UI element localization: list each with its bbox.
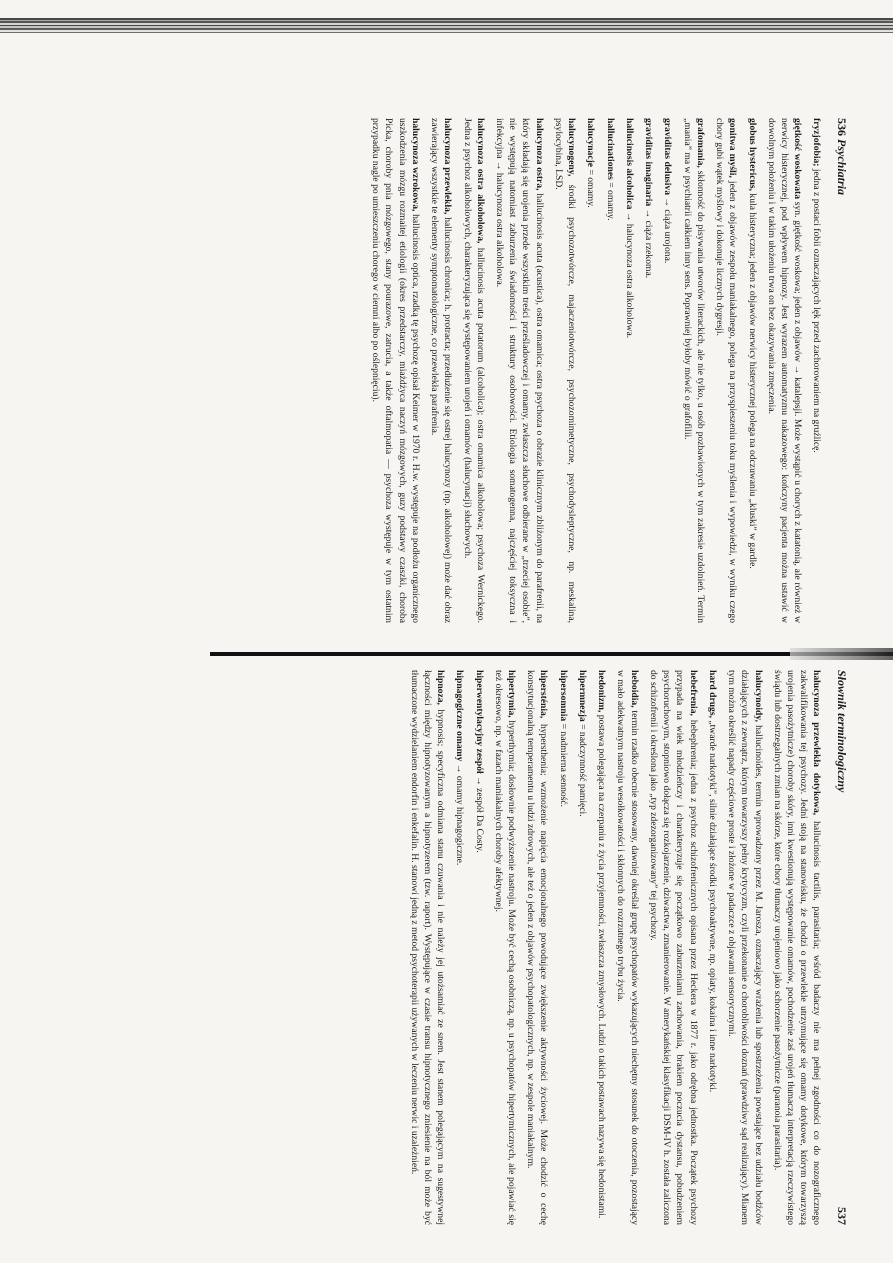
entry-term: hebefrenia, <box>687 670 699 716</box>
entry-definition: hallucinosis tactilis, parasitaria; wśród badaczy nie ma pełnej zgodności co do nozograficznego zakwalifikowania tej psychozy. Jedni stoją na stanowisku, że chodzi o przewlekle utrzymujące się omamy dotykowe, którym towarzyszą urojenia pasożytnicze) choroby skóry, inni kwestionują występowanie omamów, pochodzenie zaś urojeń tłumaczą interpretacją rzeczywistego świądu lub dostrzegalnych zmian na skórze, które chory tłumaczy urojeniowo jako schorzenie pasożytnicze (paranoia parasitaria). <box>771 670 823 1225</box>
dictionary-entry <box>623 118 636 623</box>
dictionary-entry <box>369 118 422 623</box>
dictionary-entry <box>771 670 824 1225</box>
page-number: 537 <box>835 1207 849 1225</box>
entry-definition: hallucinosis chronica; h. protracta; przedłużenie się ostrej halucynozy (np. alkoholowej) może dać obraz zawierający wszystkie te elementy symptomatologiczne, co przewlekła parafrenia. <box>429 118 454 623</box>
dictionary-entry <box>680 118 706 623</box>
entry-definition: hebephrenia; jedna z psychoz schizofrenicznych opisana przez Heckera w 1877 r. jako odrębna jednostka. Początek psychozy przypada na wiek młodzieńczy i charakteryzuje się początkowo zaburzeniami zachowania, brakiem poczucia dystansu, pobudzeniem psychoruchowym, stopniowo dołącza się rozkojarzenie, dziwactwa, zmanierowanie. W amerykańskiej klasyfikacji DSM-IV h. została zaliczona do schizofrenii i określona jako „typ zdezorganizowany” tej psychozy. <box>647 670 699 1225</box>
entry-definition: hallucinosis acuta (acustica), ostra omamica; ostra psychoza o obrazie klinicznym zbliżonym do parafrenii, na który składają się urojenia przede wszystkim treści prześladowczej i omamy, zwłaszcza słuchowe odbierane w „trzeciej osobie”, nie występują natomiast zaburzenia świadomości i struktury osobowości. Etiologia somatogenna, najczęściej toksyczna i infekcyjna → halucynoza ostra alkoholowa. <box>494 118 545 623</box>
entry-term: hipertymia, <box>506 670 517 718</box>
running-head-536 <box>833 118 850 623</box>
dictionary-entry <box>556 670 569 1225</box>
entry-term: halucynacje <box>585 118 597 168</box>
dictionary-entry <box>493 118 546 623</box>
entry-term: hipnoza, <box>435 670 447 705</box>
dictionary-entry <box>614 670 640 1225</box>
entry-definition: hyperthymia; dosłownie podwyższenie nastroju. Może być cechą osobniczą, np. u psychopatów hipertymicznych, ale pojawiać się też okresowo, np. w fazach maniakalnych choroby afektywnej. <box>492 670 517 1225</box>
entry-term: globus hystericus, <box>746 118 758 192</box>
entry-definition: skłonność do pisywania utworów literackich, ale nie tylko, u osób pozbawionych w tym zakresie uzdolnień. Termin „mania” ma w psychiatrii całkiem inny sens. Poprawniej byłoby mówić o grafofilii. <box>681 118 706 623</box>
entry-definition: jeden z objawów zespołu maniakalnego, polega na przyspieszeniu toku myślenia i wypowiedzi, w wyniku czego chory gubi wątek myślowy i dokonuje licznych dygresji. <box>714 118 739 623</box>
dictionary-entry <box>453 670 466 1225</box>
dictionary-entry <box>603 118 616 623</box>
entry-term: giętkość woskowata <box>792 118 804 200</box>
entry-definition: termin rzadko obecnie stosowany, dawniej określał grupę psychopatów wykazujących niechętny stosunek do otoczenia, pozostający w mało adekwatnym nastroju wesołkowatości i skłonnych do rozrzutnego trybu życia. <box>615 670 640 1225</box>
dictionary-entry <box>472 670 485 1225</box>
entry-definition: → ciąża rzekoma. <box>643 206 655 279</box>
entry-term: hedonizm, <box>596 670 608 713</box>
dictionary-entry <box>642 118 655 623</box>
entry-definition: = omamy. <box>604 179 616 221</box>
entry-term: hipermnezja <box>576 670 588 722</box>
entry-definition: = nadczynność pamięci. <box>576 721 588 817</box>
page-title: Psychiatria <box>835 139 849 195</box>
dictionary-entry <box>584 118 597 623</box>
entry-term: hipersomnia <box>557 670 569 722</box>
entry-term: hipersténia, <box>538 670 550 719</box>
scan-edge-artifact <box>0 18 893 40</box>
entry-list <box>407 670 823 1225</box>
dictionary-entry <box>524 670 550 1225</box>
entry-definition: „twarde narkotyki”, silnie działające środki psychoaktywne, np. opiaty, kokaina i inne narkotyki. <box>706 717 718 1093</box>
entry-term: halucynoza ostra alkoholowa, <box>474 118 486 244</box>
scan-shadow <box>790 648 893 660</box>
entry-definition: = omamy. <box>585 167 597 208</box>
entry-definition: → zespół Da Costy. <box>473 773 485 853</box>
page-537 <box>115 670 850 1225</box>
dictionary-entry <box>706 670 719 1225</box>
dictionary-entry <box>765 118 805 623</box>
entry-term: hiperwentylacyjny zespół <box>473 670 485 774</box>
entry-list <box>369 118 824 623</box>
entry-definition: hallucinoides, termin wprowadzony przez M. Jarosza, oznaczający wrażenia lub spostrzeżenia powstające bez udziału bodźców działających z zewnątrz, którym towarzyszy pełny krytycyzm, czyli przekonanie o chorobliwości doznań (prawdziwy sąd realizujący). Mianem tym można określić napady częściowe proste i złożone w padaczce z objawami sensorycznymi. <box>726 670 764 1225</box>
page-title: Słownik terminologiczny <box>835 670 849 793</box>
entry-term: halucynogeny, <box>566 118 578 177</box>
dictionary-entry <box>428 118 454 623</box>
dictionary-entry <box>407 670 447 1225</box>
entry-term: gonitwa myśli, <box>727 118 739 178</box>
entry-definition: syn. giętkość woskowa; jeden z objawów → katalepsji. Może wystąpić u chorych z katatonią, ale również w nerwicy histerycznej, pod wpływem hipnozy. Jest wyrazem automatyzmu nakazowego: kończyny pacjenta można ustawić w dowolnym położeniu i w takim ułożeniu trwa on bez okazywania zmęczenia. <box>765 118 804 624</box>
entry-term: halucynoza przewlekła dotykowa, <box>811 670 823 816</box>
dictionary-entry <box>460 118 486 623</box>
running-head-537 <box>833 670 850 1225</box>
dictionary-entry <box>713 118 739 623</box>
entry-definition: hallucinosis optica, rzadką tę psychozę opisał Keimer w 1970 r. H.w. występuje na podłożu organicznego uszkodzenia mózgu rozmaitej etiologii (okres przedstarczy, miażdżyca naczyń mózgowych, guzy podstawy czaszki, choroba Picka, choroby pnia mózgowego, stany pourazowe, zatrucia, a także oftalmopatia — psychoza występuje w tym ostatnim przypadku nagle po umieszczeniu chorego w ciemni albo po oślepnięciu). <box>370 118 421 623</box>
entry-definition: → halucynoza ostra alkoholowa. <box>623 209 635 339</box>
entry-term: halucynoza wzrokowa, <box>409 118 421 212</box>
dictionary-entry <box>492 670 518 1225</box>
entry-term: hipnagogiczne omamy <box>454 670 466 762</box>
entry-definition: jedna z postaci fobii oznaczających lęk przed zachorowaniem na gruźlicę. <box>811 166 823 453</box>
entry-term: grafomania, <box>694 118 706 168</box>
entry-term: hallucinosis alcoholica <box>623 118 635 210</box>
page-536 <box>150 118 850 623</box>
entry-term: heboidia, <box>628 670 640 708</box>
entry-term: hallucinationes <box>604 118 616 180</box>
dictionary-entry <box>552 118 578 623</box>
dictionary-entry <box>810 118 823 623</box>
entry-definition: → omamy hipnagogiczne. <box>454 761 466 866</box>
entry-term: hard drugs, <box>706 670 718 718</box>
dictionary-entry <box>725 670 765 1225</box>
entry-definition: postawa polegająca na czerpaniu z życia przyjemności, zwłaszcza zmysłowych. Ludzi o takich postawach nazywa się hedonistami. <box>596 712 608 1219</box>
entry-term: halucynoza przewlekła, <box>442 118 454 215</box>
entry-term: graviditas delusiva <box>662 118 674 196</box>
entry-term: graviditas imaginaria <box>643 118 655 207</box>
dictionary-entry <box>661 118 674 623</box>
entry-definition: hallucinosis acuta potatorum (alcoholica); ostra omamica alkoholowa; psychoza Wernickego. Jedna z psychoz alkoholowych, charakteryzująca się występowaniem urojeń i omamów (halucynacji) słuchowych. <box>461 118 486 623</box>
dictionary-entry <box>576 670 589 1225</box>
page-number: 536 <box>835 118 849 136</box>
entry-term: halucynoidy, <box>752 670 764 722</box>
entry-definition: hypnosis; specyficzna odmiana stanu czuwania i nie należy jej utożsamiać ze snem. Jest stanem polegającym na sugestywnej łączności między hipnotyzowanym a hipnotyzerem (tzw. raport). Występujące w czasie transu hipnotycznego zniesienie na ból może być tłumaczone wydzielaniem endorfin i enkefalin. H. stanowi jedną z metod psychoterapii używanych w leczeniu nerwic i uzależnień. <box>408 670 447 1225</box>
entry-definition: → ciąża urojona. <box>662 195 674 264</box>
entry-definition: hypersthenia; wzmożenie napięcia emocjonalnego powodujące zwiększenie aktywności życiowej. Może chodzić o cechę konstytucjonalną temperamentu u ludzi zdrowych, ale też o jeden z objawów psychopatologicznych, np. w zespole maniakalnym. <box>525 670 550 1225</box>
dictionary-entry <box>745 118 758 623</box>
dictionary-entry <box>647 670 700 1225</box>
entry-term: halucynoza ostra, <box>533 118 545 191</box>
entry-definition: środki psychozotwórcze, majaczeniotwórcze, psychozomimetyczne, psychodysleptyczne, np. meskalina, psylocybina, LSD. <box>552 118 578 623</box>
entry-definition: kula histeryczna; jeden z objawów nerwicy histerycznej polega na odczuwaniu „kluski” w gardle. <box>746 191 758 569</box>
entry-term: fryzjofobia; <box>811 118 823 167</box>
entry-definition: = nadmierna senność. <box>557 721 569 808</box>
dictionary-entry <box>595 670 608 1225</box>
